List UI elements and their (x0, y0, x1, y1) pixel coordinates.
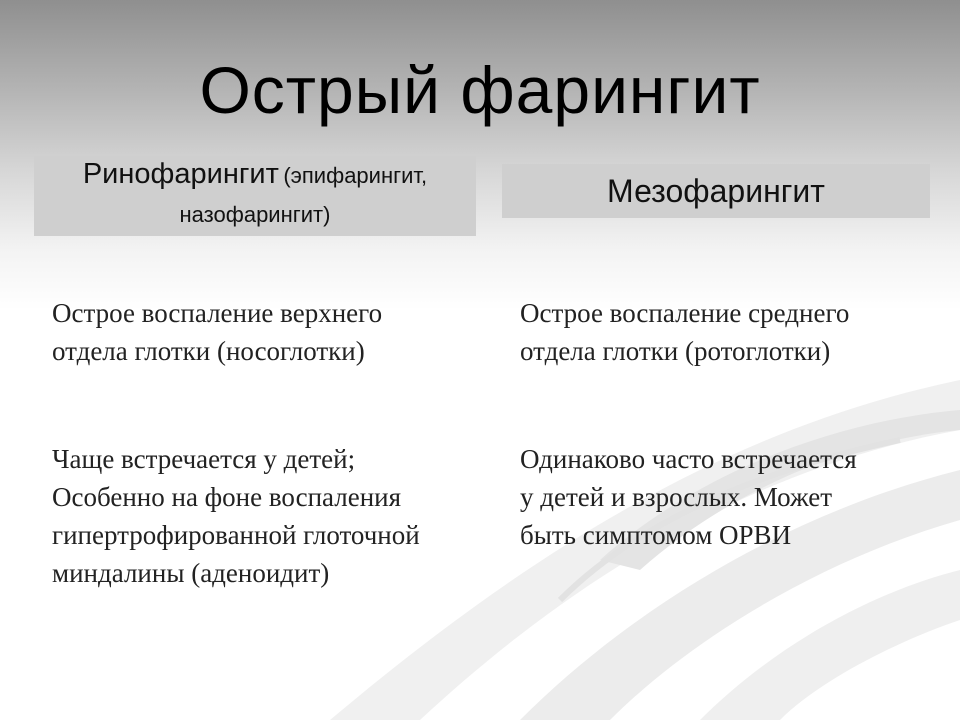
occurrence-line: Чаще встречается у детей; (52, 444, 356, 474)
definition-line: отдела глотки (носоглотки) (52, 336, 365, 366)
rhinopharyngitis-header (34, 156, 476, 236)
rhinopharyngitis-definition (52, 294, 492, 370)
mesopharyngitis-definition (520, 294, 930, 370)
mesopharyngitis-occurrence (520, 440, 930, 554)
rhinopharyngitis-title: Ринофарингит (82, 158, 279, 190)
occurrence-line: Одинаково часто встречается (520, 444, 857, 474)
occurrence-line: Особенно на фоне воспаления (52, 482, 402, 512)
rhinopharyngitis-synonym-1: (эпифарингит, (283, 163, 428, 188)
rhinopharyngitis-occurrence (52, 440, 492, 592)
occurrence-line: у детей и взрослых. Может (520, 482, 833, 512)
slide-title: Острый фарингит (199, 53, 761, 127)
occurrence-line: быть симптомом ОРВИ (520, 520, 792, 550)
definition-line: Острое воспаление среднего (520, 298, 850, 328)
definition-line: отдела глотки (ротоглотки) (520, 336, 831, 366)
definition-line: Острое воспаление верхнего (52, 298, 383, 328)
occurrence-line: миндалины (аденоидит) (52, 558, 330, 588)
rhinopharyngitis-synonym-2: назофарингит) (179, 202, 331, 227)
occurrence-line: гипертрофированной глоточной (52, 520, 420, 550)
mesopharyngitis-header: Мезофарингит (502, 164, 930, 218)
